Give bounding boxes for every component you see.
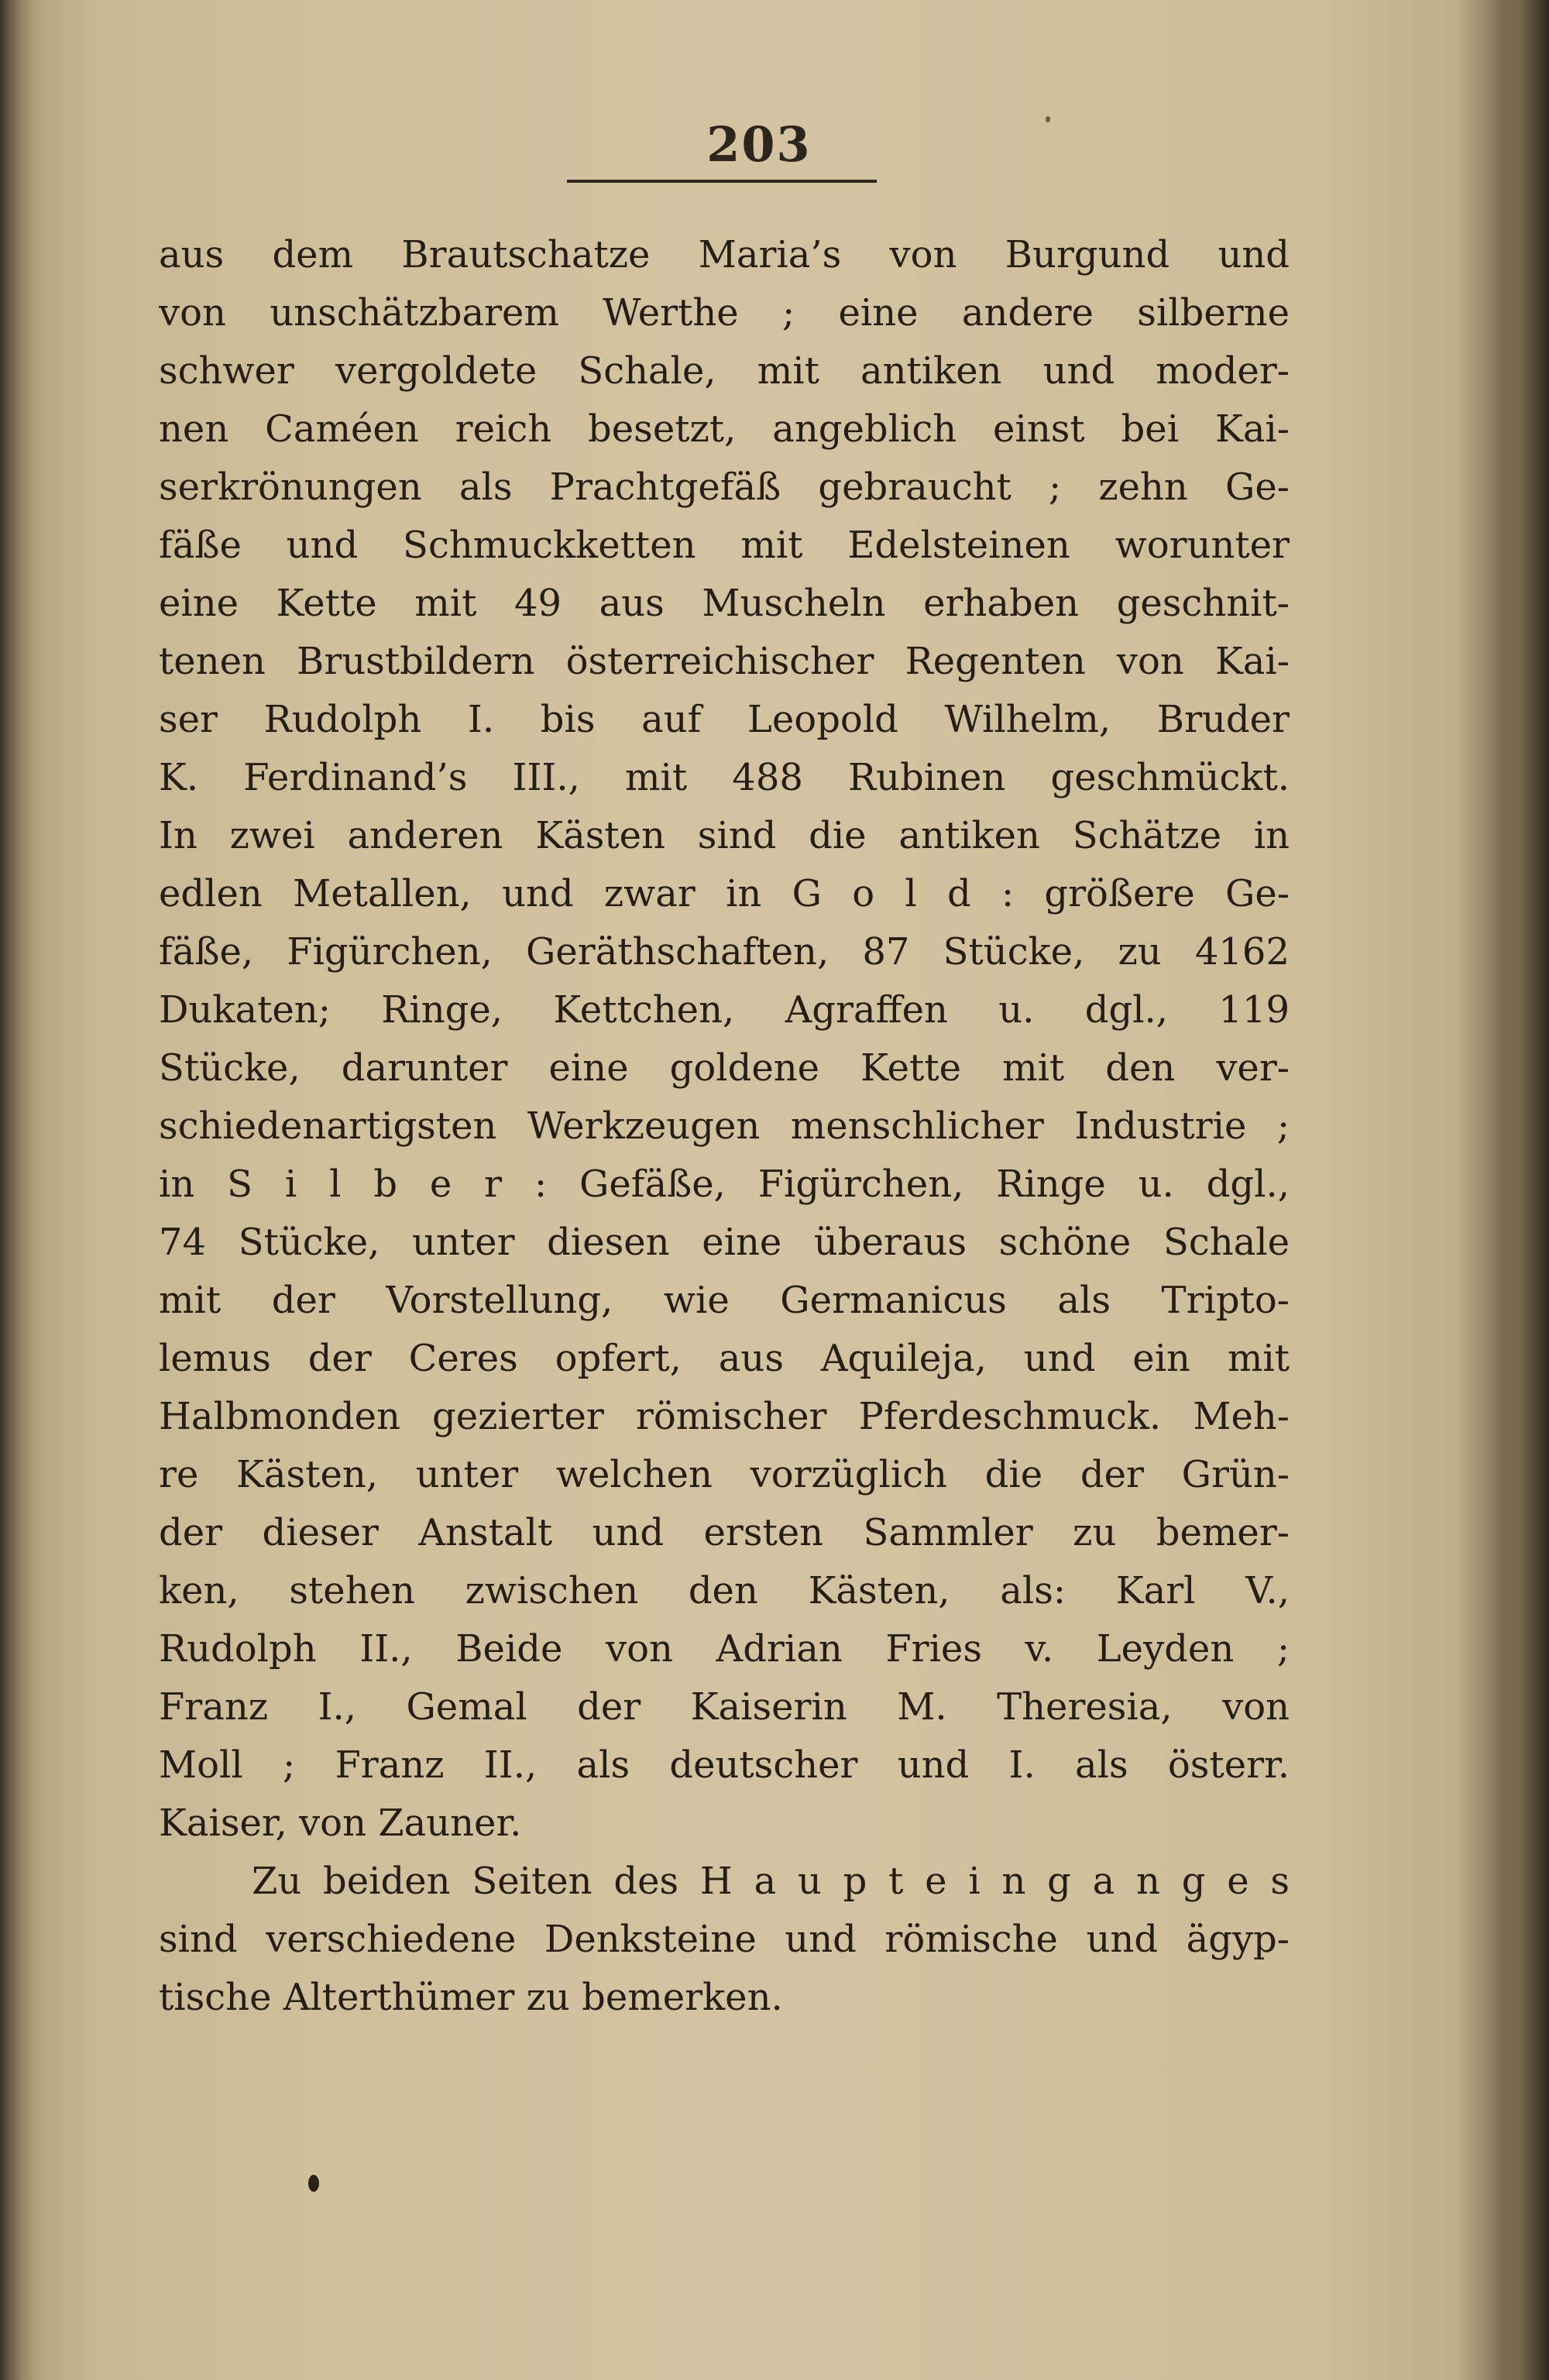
text-line: schiedenartigsten Werkzeugen menschlicher Industrie ; <box>159 1104 1290 1148</box>
text-line: fäße und Schmuckketten mit Edelsteinen worunter <box>159 524 1290 567</box>
text-line: mit der Vorstellung, wie Germanicus als Tripto- <box>159 1279 1290 1322</box>
body-text <box>159 226 1290 2027</box>
ink-spot <box>1046 116 1050 122</box>
text-line: Rudolph II., Beide von Adrian Fries v. Leyden ; <box>159 1627 1290 1671</box>
text-line: ken, stehen zwischen den Kästen, als: Karl V., <box>159 1569 1290 1612</box>
text-line: der dieser Anstalt und ersten Sammler zu bemer- <box>159 1511 1290 1554</box>
text-line: ser Rudolph I. bis auf Leopold Wilhelm, Bruder <box>159 698 1290 741</box>
text-line: Zu beiden Seiten des H a u p t e i n g a n g e s <box>252 1860 1290 1903</box>
text-line: in S i l b e r : Gefäße, Figürchen, Ringe u. dgl., <box>159 1163 1290 1206</box>
text-line: lemus der Ceres opfert, aus Aquileja, und ein mit <box>159 1337 1290 1380</box>
book-page <box>39 23 1479 2362</box>
text-line: fäße, Figürchen, Geräthschaften, 87 Stücke, zu 4162 <box>159 930 1290 974</box>
text-line: Moll ; Franz II., als deutscher und I. als österr. <box>159 1743 1290 1787</box>
ink-spot <box>308 2175 319 2192</box>
text-line: Halbmonden gezierter römischer Pferdeschmuck. Meh- <box>159 1395 1290 1438</box>
header-rule <box>567 180 877 183</box>
text-line: sind verschiedene Denksteine und römische und ägyp- <box>159 1918 1290 1961</box>
text-line: Kaiser, von Zauner. <box>159 1801 522 1845</box>
text-line: In zwei anderen Kästen sind die antiken Schätze in <box>159 814 1290 857</box>
text-line: von unschätzbarem Werthe ; eine andere silberne <box>159 291 1290 335</box>
text-line: nen Caméen reich besetzt, angeblich einst bei Kai- <box>159 407 1290 451</box>
text-line: K. Ferdinand’s III., mit 488 Rubinen geschmückt. <box>159 756 1290 799</box>
book-gutter-left <box>0 0 33 2380</box>
text-line: schwer vergoldete Schale, mit antiken und moder- <box>159 349 1290 393</box>
text-line: Dukaten; Ringe, Kettchen, Agraffen u. dgl., 119 <box>159 988 1290 1032</box>
text-line: Stücke, darunter eine goldene Kette mit den ver- <box>159 1046 1290 1090</box>
text-line: tenen Brustbildern österreichischer Regenten von Kai- <box>159 640 1290 683</box>
text-line: tische Alterthümer zu bemerken. <box>159 1976 783 2019</box>
book-edge-right <box>1487 0 1549 2380</box>
text-line: re Kästen, unter welchen vorzüglich die der Grün- <box>159 1453 1290 1496</box>
text-line: edlen Metallen, und zwar in G o l d : größere Ge- <box>159 872 1290 915</box>
text-line: Franz I., Gemal der Kaiserin M. Theresia, von <box>159 1685 1290 1729</box>
text-line: eine Kette mit 49 aus Muscheln erhaben geschnit- <box>159 582 1290 625</box>
text-line: 74 Stücke, unter diesen eine überaus schöne Schale <box>159 1221 1290 1264</box>
text-line: serkrönungen als Prachtgefäß gebraucht ; zehn Ge- <box>159 465 1290 509</box>
page-number: 203 <box>706 116 812 173</box>
text-line: aus dem Brautschatze Maria’s von Burgund und <box>159 233 1290 276</box>
